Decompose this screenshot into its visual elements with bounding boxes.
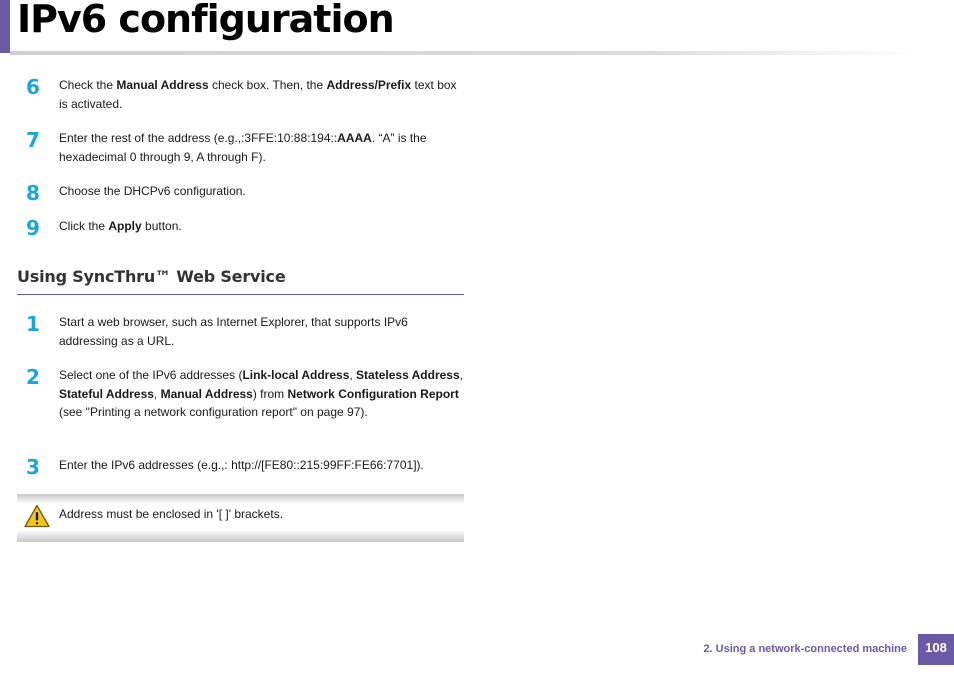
step-text bbox=[59, 182, 467, 201]
step-text-part: Enter the IPv6 addresses (e.g.,: http://[FE80::215:99FF:FE66:7701]). bbox=[59, 458, 424, 472]
step-text-emphasis: Link-local Address bbox=[242, 368, 350, 382]
footer-chapter: 2. Using a network-connected machine bbox=[703, 643, 907, 655]
page-number: 108 bbox=[918, 634, 954, 665]
step-text-emphasis: Manual Address bbox=[116, 78, 209, 92]
step-text-emphasis: Manual Address bbox=[160, 386, 253, 401]
step-text bbox=[59, 366, 467, 422]
step-number: 3 bbox=[26, 455, 40, 479]
step-text bbox=[59, 217, 467, 236]
page-title: IPv6 configuration bbox=[17, 0, 394, 41]
section-divider bbox=[17, 294, 464, 295]
step-text-emphasis: Stateful Address bbox=[59, 386, 154, 401]
title-underline bbox=[10, 51, 915, 55]
step-number: 9 bbox=[26, 216, 40, 240]
step-text-emphasis: Network Configuration Report bbox=[287, 386, 459, 401]
step-text-part: text box is activated. bbox=[59, 78, 457, 111]
step-number: 7 bbox=[26, 128, 40, 152]
step-text-part: , bbox=[349, 368, 357, 382]
title-accent-bar bbox=[0, 0, 10, 53]
step-text-part: (see "Printing a network configuration report" on page 97). bbox=[59, 405, 368, 419]
step-text-emphasis: Address/Prefix bbox=[326, 78, 412, 92]
warning-note bbox=[17, 494, 464, 542]
step-text-part: , bbox=[459, 368, 463, 382]
step-text-part: button. bbox=[141, 219, 182, 233]
step-text bbox=[59, 313, 467, 350]
step-text-emphasis: AAAA bbox=[337, 131, 372, 145]
step-text-part: Start a web browser, such as Internet Explorer, that supports IPv6 addressing as a URL. bbox=[59, 315, 408, 348]
step-text-emphasis: Stateless Address bbox=[356, 368, 460, 382]
step-text bbox=[59, 129, 467, 166]
step-text-part: Choose the DHCPv6 configuration. bbox=[59, 184, 246, 198]
step-number: 8 bbox=[26, 181, 40, 205]
step-text-part: ) from bbox=[252, 386, 288, 401]
step-number: 2 bbox=[26, 365, 40, 389]
step-text bbox=[59, 456, 467, 475]
step-text bbox=[59, 76, 467, 113]
step-text-part: . “A” is the hexadecimal 0 through 9, A through F). bbox=[59, 131, 427, 164]
step-text-emphasis: Apply bbox=[108, 219, 142, 233]
step-text-part: , bbox=[153, 386, 161, 401]
step-number: 6 bbox=[26, 75, 40, 99]
step-text-part: Check the bbox=[59, 78, 117, 92]
step-text-part: Enter the rest of the address (e.g.,:3FFE:10:88:194:: bbox=[59, 131, 338, 145]
step-text-part: check box. Then, the bbox=[208, 78, 327, 92]
section-heading: Using SyncThru™ Web Service bbox=[17, 267, 286, 286]
step-text-part: Click the bbox=[59, 219, 109, 233]
step-text-part: Select one of the IPv6 addresses ( bbox=[59, 368, 243, 382]
warning-icon bbox=[24, 504, 50, 528]
step-number: 1 bbox=[26, 312, 40, 336]
note-text: Address must be enclosed in '[ ]' brackets. bbox=[59, 507, 284, 521]
